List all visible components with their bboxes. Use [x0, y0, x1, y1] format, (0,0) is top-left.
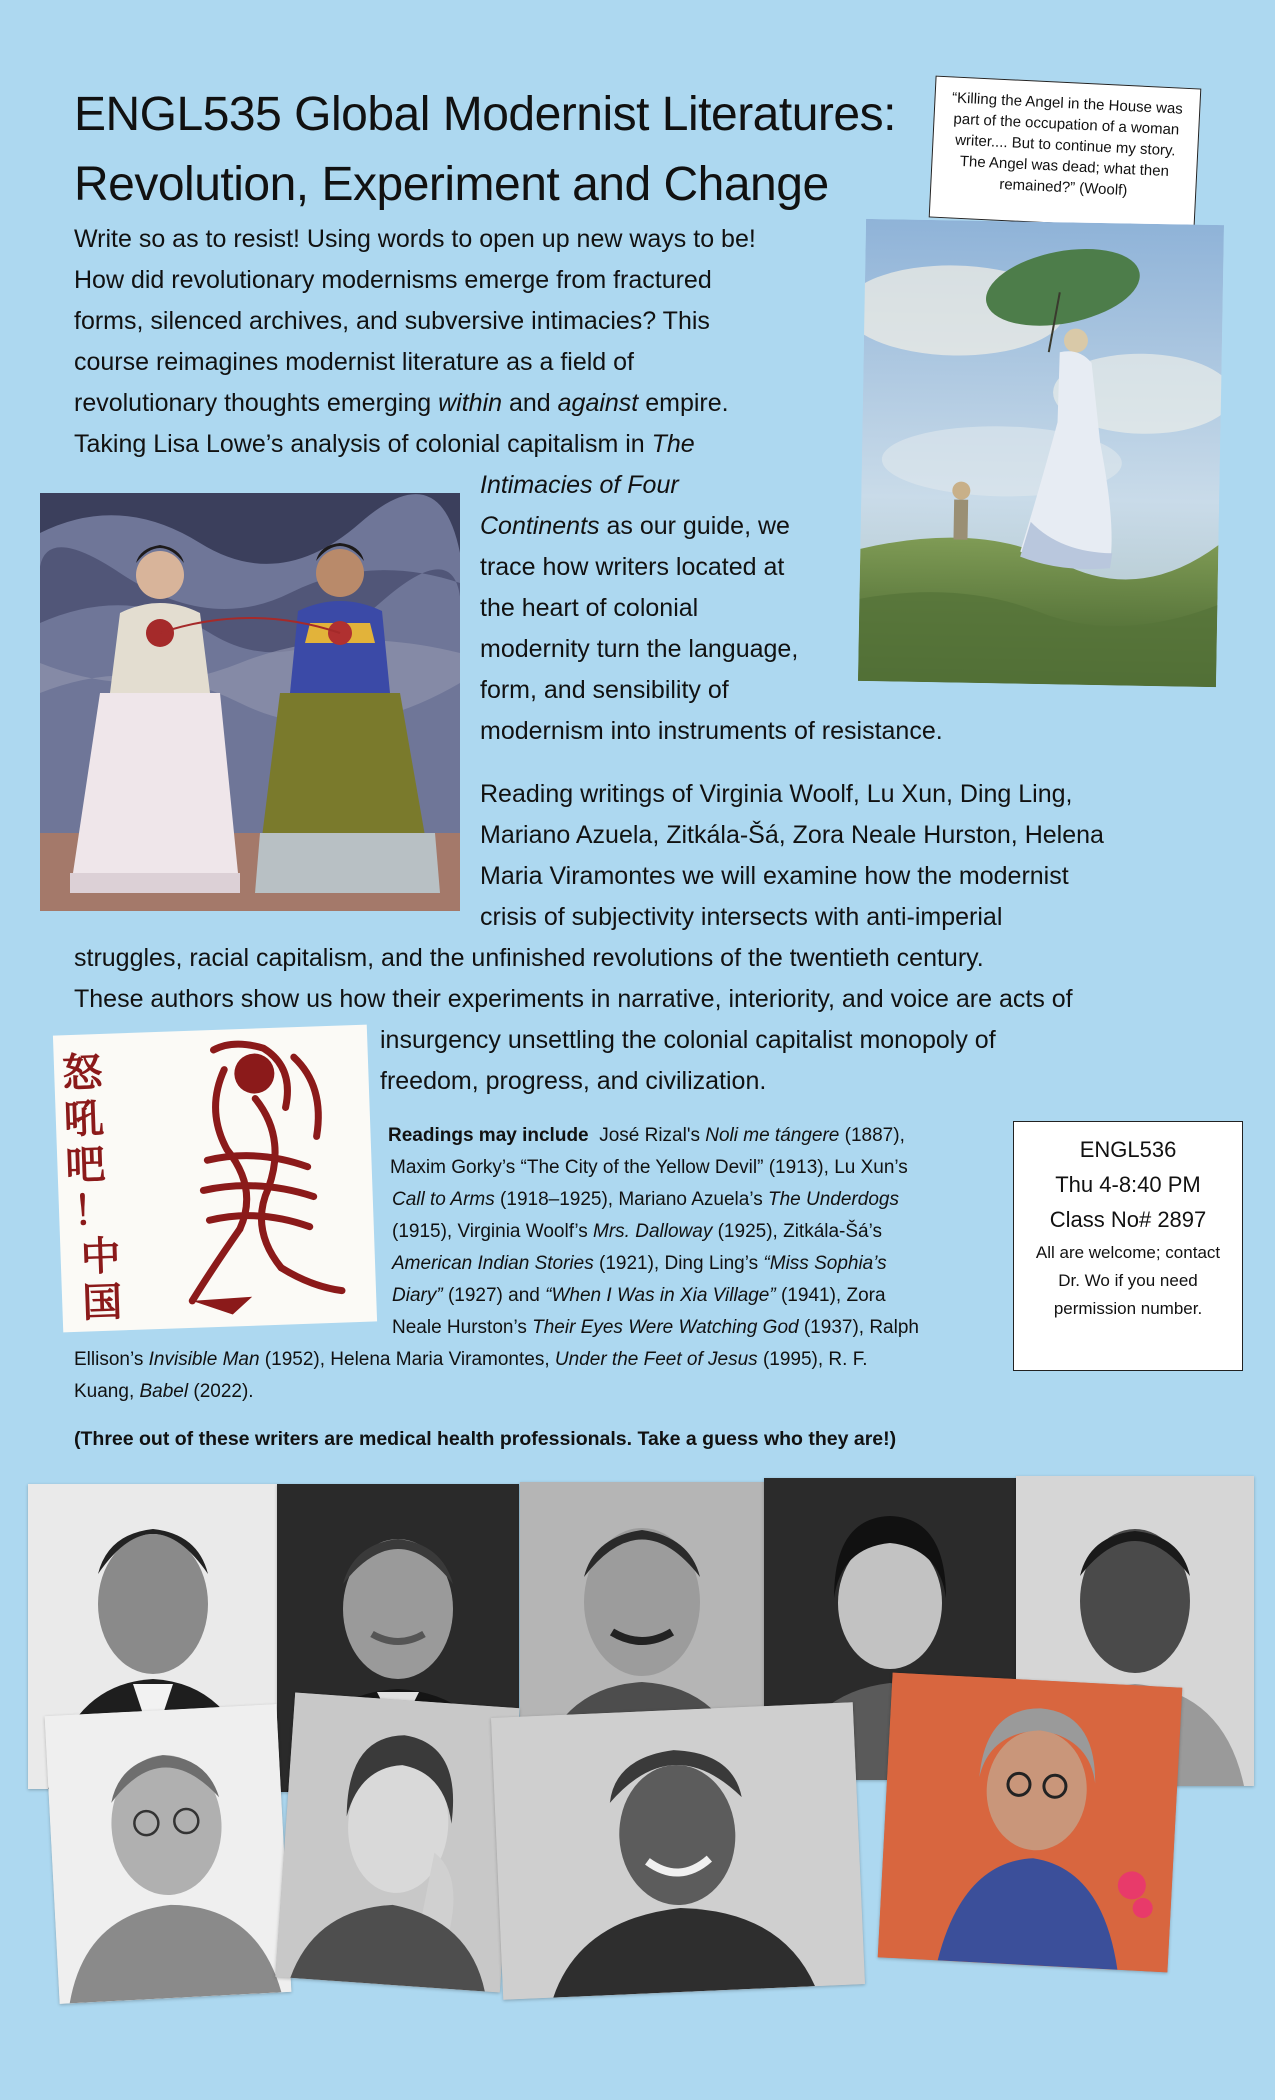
authors-line-1: Reading writings of Virginia Woolf, Lu Xun, Ding Ling,: [480, 780, 1073, 808]
title-line-1: ENGL535 Global Modernist Literatures:: [74, 88, 896, 141]
page-title: [74, 80, 924, 220]
readings-line-2: Maxim Gorky’s “The City of the Yellow Devil” (1913), Lu Xun’s: [390, 1157, 908, 1178]
book-title: Intimacies of Four: [480, 471, 679, 499]
readings-text: (1941), Zora: [775, 1285, 886, 1306]
woodcut-char-5: 中: [79, 1232, 122, 1281]
authors-line-5: struggles, racial capitalism, and the unfinished revolutions of the twentieth century.: [74, 944, 984, 972]
woolf-quote-text: “Killing the Angel in the House was part of the occupation of a woman writer.... But to continue my story. The Angel was dead; what then remained?” (Woolf): [951, 89, 1184, 200]
description-line-2: How did revolutionary modernisms emerge from fractured: [74, 266, 712, 294]
book-title: American Indian Stories: [392, 1253, 594, 1274]
description-line-13: modernism into instruments of resistance.: [480, 717, 943, 745]
hurston-portrait: [491, 1702, 865, 2000]
readings-text: (1995), R. F.: [757, 1349, 868, 1370]
book-title: “Miss Sophia’s: [763, 1253, 887, 1274]
woodcut-char-6: 国: [81, 1278, 124, 1327]
authors-line-8: freedom, progress, and civilization.: [380, 1067, 767, 1095]
authors-line-2: Mariano Azuela, Zitkála-Šá, Zora Neale Hurston, Helena: [480, 821, 1104, 849]
readings-text: (1925), Zitkála-Šá’s: [712, 1221, 882, 1242]
readings-text: (1952), Helena Maria Viramontes,: [259, 1349, 555, 1370]
description-text: empire.: [638, 389, 729, 417]
woolf-quote-card: [929, 76, 1202, 231]
readings-text: (2022).: [188, 1381, 254, 1402]
woodcut-char-1: 怒: [61, 1048, 104, 1098]
book-title: The Underdogs: [767, 1189, 899, 1210]
readings-text: (1937), Ralph: [798, 1317, 919, 1338]
description-line-5: [74, 383, 729, 424]
description-line-7: [480, 465, 679, 506]
description-line-3: forms, silenced archives, and subversive intimacies? This: [74, 307, 710, 335]
description-text: as our guide, we: [599, 512, 790, 540]
authors-line-7: insurgency unsettling the colonial capitalist monopoly of: [380, 1026, 996, 1054]
book-title: Mrs. Dalloway: [593, 1221, 713, 1242]
welcome-text: All are welcome; contact Dr. Wo if you need permission number.: [1035, 1243, 1221, 1318]
book-title: The: [651, 430, 695, 458]
course-time: Thu 4-8:40 PM: [1055, 1172, 1201, 1197]
authors-line-4: crisis of subjectivity intersects with anti-imperial: [480, 903, 1003, 931]
readings-line-8: [74, 1344, 868, 1376]
book-title: Babel: [139, 1381, 189, 1402]
readings-line-7: [392, 1312, 919, 1344]
book-title: Noli me tángere: [705, 1125, 840, 1146]
readings-line-1: [388, 1120, 905, 1152]
class-number: Class No# 2897: [1049, 1207, 1207, 1232]
woodcut-char-2: 吼: [63, 1094, 105, 1144]
course-code: ENGL536: [1079, 1137, 1177, 1162]
readings-text: Ellison’s: [74, 1349, 149, 1370]
description-line-12: form, and sensibility of: [480, 676, 729, 704]
description-text: and: [502, 389, 558, 417]
description-text: Taking Lisa Lowe’s analysis of colonial capitalism in: [74, 430, 652, 458]
readings-label: Readings may include: [388, 1125, 589, 1146]
course-info-box: [1013, 1121, 1243, 1371]
medical-professionals-note: (Three out of these writers are medical health professionals. Take a guess who they are!): [74, 1428, 897, 1450]
readings-line-5: [392, 1248, 887, 1280]
woolf-portrait: [275, 1692, 519, 1992]
description-line-11: modernity turn the language,: [480, 635, 799, 663]
viramontes-portrait: [878, 1673, 1183, 1973]
readings-text: José Rizal's: [599, 1125, 706, 1146]
description-line-9: trace how writers located at: [480, 553, 785, 581]
readings-line-9: [74, 1376, 254, 1408]
woodcut-char-4: ！: [72, 1186, 114, 1235]
emphasis-against: against: [557, 389, 639, 417]
description-line-4: course reimagines modernist literature as a field of: [74, 348, 634, 376]
description-line-1: Write so as to resist! Using words to open up new ways to be!: [74, 225, 756, 253]
authors-line-3: Maria Viramontes we will examine how the modernist: [480, 862, 1069, 890]
book-title: Invisible Man: [148, 1349, 260, 1370]
readings-text: (1921), Ding Ling’s: [593, 1253, 764, 1274]
monet-woman-with-parasol-image: [858, 219, 1224, 687]
description-text: revolutionary thoughts emerging: [74, 389, 439, 417]
readings-text: (1887),: [839, 1125, 905, 1146]
description-line-10: the heart of colonial: [480, 594, 699, 622]
roar-china-woodcut-image: [53, 1025, 377, 1333]
book-title: Diary”: [392, 1285, 443, 1306]
book-title: Call to Arms: [392, 1189, 495, 1210]
book-title: Their Eyes Were Watching God: [532, 1317, 799, 1338]
book-title: Continents: [480, 512, 600, 540]
readings-text: Kuang,: [74, 1381, 140, 1402]
readings-text: Neale Hurston’s: [392, 1317, 533, 1338]
book-title: Under the Feet of Jesus: [554, 1349, 758, 1370]
book-title: “When I Was in Xia Village”: [545, 1285, 776, 1306]
authors-line-6: These authors show us how their experiments in narrative, interiority, and voice are acts of: [74, 985, 1073, 1013]
readings-line-6: [392, 1280, 886, 1312]
title-line-2: Revolution, Experiment and Change: [74, 158, 829, 211]
woodcut-char-3: 吧: [64, 1140, 107, 1190]
readings-line-4: [392, 1216, 882, 1248]
readings-line-3: [392, 1184, 899, 1216]
emphasis-within: within: [438, 389, 503, 417]
description-line-8: [480, 506, 790, 547]
description-line-6: [74, 424, 695, 465]
readings-text: (1915), Virginia Woolf’s: [392, 1221, 594, 1242]
readings-text: (1918–1925), Mariano Azuela’s: [494, 1189, 768, 1210]
frida-two-fridas-image: [40, 493, 460, 911]
azuela-portrait: [45, 1704, 292, 2004]
readings-text: (1927) and: [442, 1285, 546, 1306]
